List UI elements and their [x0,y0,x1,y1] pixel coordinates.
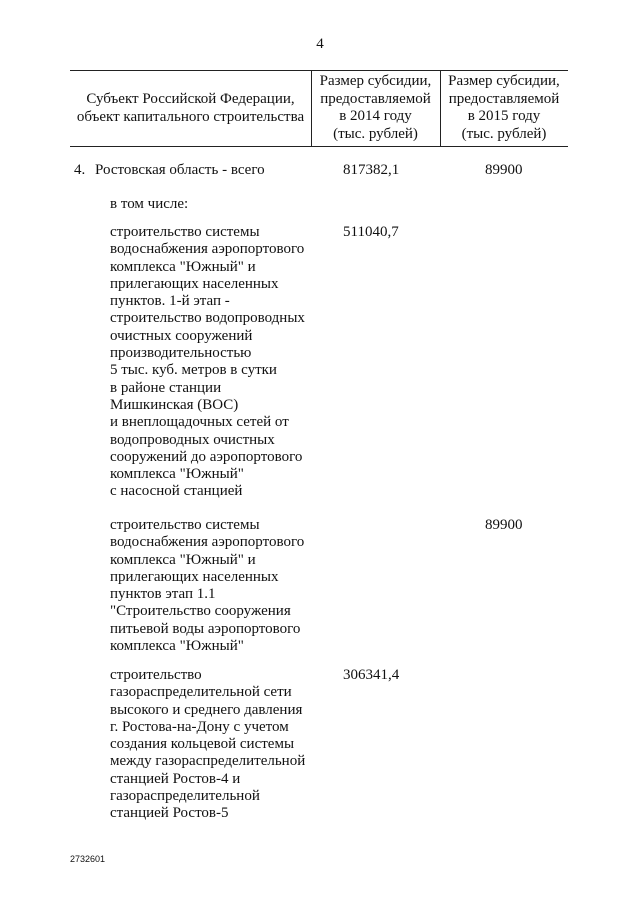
description-line: газораспределительной [110,788,260,805]
description-line: комплекса "Южный" и [110,258,256,275]
description-line: водопроводных очистных [110,431,275,448]
description-line: очистных сооружений [110,327,253,344]
header-line: в 2015 году [467,108,541,124]
description-line: в районе станции [110,379,222,396]
including-label: в том числе: [110,196,189,212]
description-line: высокого и среднего давления [110,701,303,718]
description-line: создания кольцевой системы [110,736,295,753]
header-line: (тыс. рублей) [333,125,418,142]
description-line: станцией Ростов-5 [110,805,229,822]
description-line: с насосной станцией [110,483,243,500]
header-line: Субъект Российской Федерации, [86,91,295,107]
description-line: строительство [110,667,202,683]
description-line: газораспределительной сети [110,684,292,701]
header-line: предоставляемой [320,90,431,107]
object-value-2015: 89900 [485,517,523,533]
description-line: комплекса "Южный" [110,466,244,483]
description-line: пунктов этап 1.1 [110,586,216,603]
header-line: объект капитального строительства [76,108,305,125]
header-line: (тыс. рублей) [461,125,547,142]
description-line: строительство системы [110,517,260,533]
header-subject [70,91,311,126]
header-line: Размер субсидии, [319,73,432,89]
header-line: предоставляемой [448,90,560,107]
region-name: Ростовская область - всего [95,162,265,178]
description-line: питьевой воды аэропортового [110,620,301,637]
object-description [110,224,305,501]
header-bottom-rule [70,146,568,147]
description-line: "Строительство сооружения [110,603,291,620]
description-line: комплекса "Южный" и [110,551,256,568]
description-line: г. Ростова-на-Дону с учетом [110,718,289,735]
description-line: строительство системы [110,224,260,240]
object-description [110,517,304,655]
description-line: водоснабжения аэропортового [110,534,305,551]
header-line: в 2014 году [339,108,412,124]
table-top-rule [70,70,568,71]
description-line: прилегающих населенных [110,275,279,292]
object-value-2014: 511040,7 [343,224,399,240]
description-line: между газораспределительной [110,753,306,770]
description-line: станцией Ростов-4 и [110,770,241,787]
description-line: и внеплощадочных сетей от [110,414,289,431]
description-line: прилегающих населенных [110,568,279,585]
document-code: 2732601 [70,854,106,864]
description-line: водоснабжения аэропортового [110,241,305,258]
description-line: Мишкинская (ВОС) [110,396,239,413]
description-line: производительностью [110,345,252,362]
object-description [110,667,305,823]
page-number: 4 [316,36,324,52]
object-value-2014: 306341,4 [343,667,400,683]
header-line: Размер субсидии, [448,73,560,89]
region-total-2015: 89900 [485,162,523,178]
region-total-2014: 817382,1 [343,162,400,178]
description-line: строительство водопроводных [110,310,305,327]
region-number: 4. [74,162,86,178]
header-subsidy-2014 [311,73,440,143]
description-line: 5 тыс. куб. метров в сутки [110,362,277,379]
description-line: сооружений до аэропортового [110,448,303,465]
header-subsidy-2015 [440,73,568,143]
description-line: пунктов. 1-й этап - [110,293,230,310]
description-line: комплекса "Южный" [110,638,244,655]
